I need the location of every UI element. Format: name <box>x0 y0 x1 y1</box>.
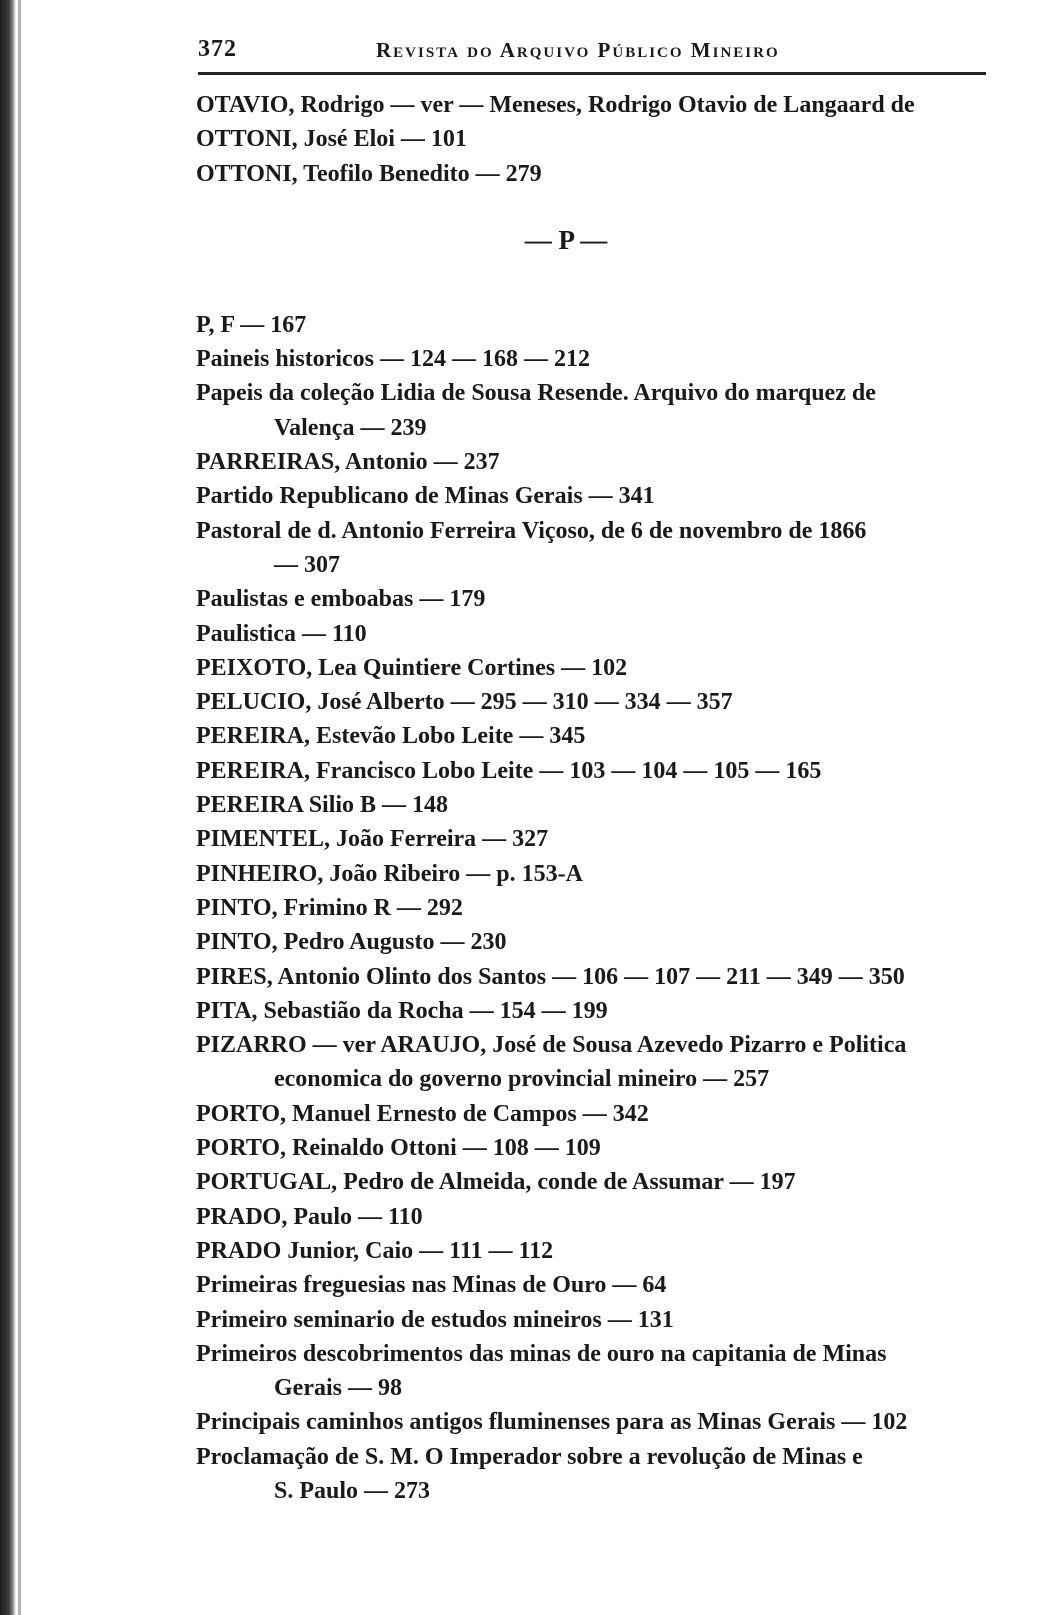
index-entry <box>196 1440 996 1509</box>
index-entry <box>196 1337 996 1406</box>
index-entry <box>196 376 996 445</box>
index-entry-text: Papeis da coleção Lidia de Sousa Resende. Arquivo do marquez de <box>196 380 876 407</box>
index-entry-text: OTAVIO, Rodrigo — ver — Meneses, Rodrigo Otavio de Langaard de <box>196 92 915 118</box>
index-entry <box>196 157 996 191</box>
index-entry-continuation: — 307 <box>274 551 340 578</box>
index-list <box>196 88 996 1508</box>
index-entry <box>196 1131 996 1165</box>
index-entry <box>196 960 996 994</box>
index-entry <box>196 1303 996 1337</box>
index-entry-text: PORTO, Manuel Ernesto de Campos — 342 <box>196 1100 649 1127</box>
index-entry <box>196 308 996 342</box>
index-entry-text: PINTO, Pedro Augusto — 230 <box>196 929 507 956</box>
index-entry-text: OTTONI, Teofilo Benedito — 279 <box>196 160 542 187</box>
index-entry <box>196 1165 996 1199</box>
index-entries-p <box>196 308 996 1508</box>
index-entry-text: Paineis historicos — 124 — 168 — 212 <box>196 346 590 373</box>
index-entry-text: PEREIRA, Estevão Lobo Leite — 345 <box>196 723 586 750</box>
index-entry-text: PRADO, Paulo — 110 <box>196 1203 423 1230</box>
index-entry <box>196 1200 996 1234</box>
index-entry-continuation: Gerais — 98 <box>274 1375 402 1402</box>
index-entry <box>196 1268 996 1302</box>
index-entry <box>196 994 996 1028</box>
index-entry-text: Primeiras freguesias nas Minas de Ouro — 64 <box>196 1272 667 1299</box>
index-entry <box>196 1097 996 1131</box>
index-entry-text: PITA, Sebastião da Rocha — 154 — 199 <box>196 997 608 1024</box>
index-entry-text: PIRES, Antonio Olinto dos Santos — 106 — 107 — 211 — 349 — 350 <box>196 963 905 990</box>
index-entry-text: PRADO Junior, Caio — 111 — 112 <box>196 1237 554 1264</box>
page-binding-shadow <box>0 0 16 1615</box>
index-entry-text: PEREIRA, Francisco Lobo Leite — 103 — 104 — 105 — 165 <box>196 757 822 784</box>
page-binding-line <box>18 0 21 1615</box>
index-entry <box>196 479 996 513</box>
index-entry-text: PEREIRA Silio B — 148 <box>196 792 449 819</box>
index-entry <box>196 617 996 651</box>
index-entry <box>196 822 996 856</box>
index-entry <box>196 514 996 583</box>
index-entries-o <box>196 88 996 191</box>
index-entry <box>196 925 996 959</box>
index-entry-text: PINTO, Frimino R — 292 <box>196 894 463 921</box>
index-entry <box>196 88 996 122</box>
index-entry <box>196 857 996 891</box>
index-entry <box>196 1028 996 1097</box>
index-entry <box>196 445 996 479</box>
index-entry <box>196 651 996 685</box>
index-entry <box>196 582 996 616</box>
index-entry-text: Proclamação de S. M. O Imperador sobre a revolução de Minas e <box>196 1443 863 1470</box>
index-entry-text: PIZARRO — ver ARAUJO, José de Sousa Azevedo Pizarro e Politica <box>196 1032 907 1059</box>
index-entry-continuation: economica do governo provincial mineiro — 257 <box>274 1066 770 1093</box>
index-entry <box>196 891 996 925</box>
index-entry <box>196 788 996 822</box>
index-entry-text: PARREIRAS, Antonio — 237 <box>196 449 500 476</box>
index-entry-continuation: Valença — 239 <box>274 414 427 441</box>
index-entry <box>196 754 996 788</box>
index-entry-text: PORTO, Reinaldo Ottoni — 108 — 109 <box>196 1135 601 1162</box>
index-entry <box>196 342 996 376</box>
index-entry-text: PELUCIO, José Alberto — 295 — 310 — 334 — 357 <box>196 689 733 716</box>
index-entry-text: PIMENTEL, João Ferreira — 327 <box>196 826 549 853</box>
index-entry <box>196 122 996 156</box>
index-entry-text: OTTONI, José Eloi — 101 <box>196 126 467 153</box>
index-entry-text: Primeiros descobrimentos das minas de ouro na capitania de Minas <box>196 1340 887 1367</box>
index-entry-text: PORTUGAL, Pedro de Almeida, conde de Assumar — 197 <box>196 1169 796 1196</box>
index-entry-text: Primeiro seminario de estudos mineiros — 131 <box>196 1306 674 1333</box>
page-header <box>198 30 986 75</box>
index-entry <box>196 1405 996 1439</box>
running-title: Revista do Arquivo Público Mineiro <box>376 38 780 62</box>
index-entry-text: Principais caminhos antigos fluminenses para as Minas Gerais — 102 <box>196 1409 908 1436</box>
index-entry <box>196 719 996 753</box>
index-entry-text: Paulistas e emboabas — 179 <box>196 586 486 613</box>
index-entry-text: PEIXOTO, Lea Quintiere Cortines — 102 <box>196 654 628 681</box>
index-entry <box>196 1234 996 1268</box>
section-letter-heading: — P — <box>524 224 608 255</box>
page-number: 372 <box>198 36 237 62</box>
index-entry-text: Paulistica — 110 <box>196 620 367 647</box>
index-entry-text: Partido Republicano de Minas Gerais — 341 <box>196 483 655 510</box>
index-entry-text: P, F — 167 <box>196 311 307 338</box>
index-entry-text: PINHEIRO, João Ribeiro — p. 153-A <box>196 860 583 887</box>
index-entry <box>196 685 996 719</box>
index-entry-continuation: S. Paulo — 273 <box>274 1477 431 1504</box>
index-entry-text: Pastoral de d. Antonio Ferreira Viçoso, de 6 de novembro de 1866 <box>196 517 867 544</box>
